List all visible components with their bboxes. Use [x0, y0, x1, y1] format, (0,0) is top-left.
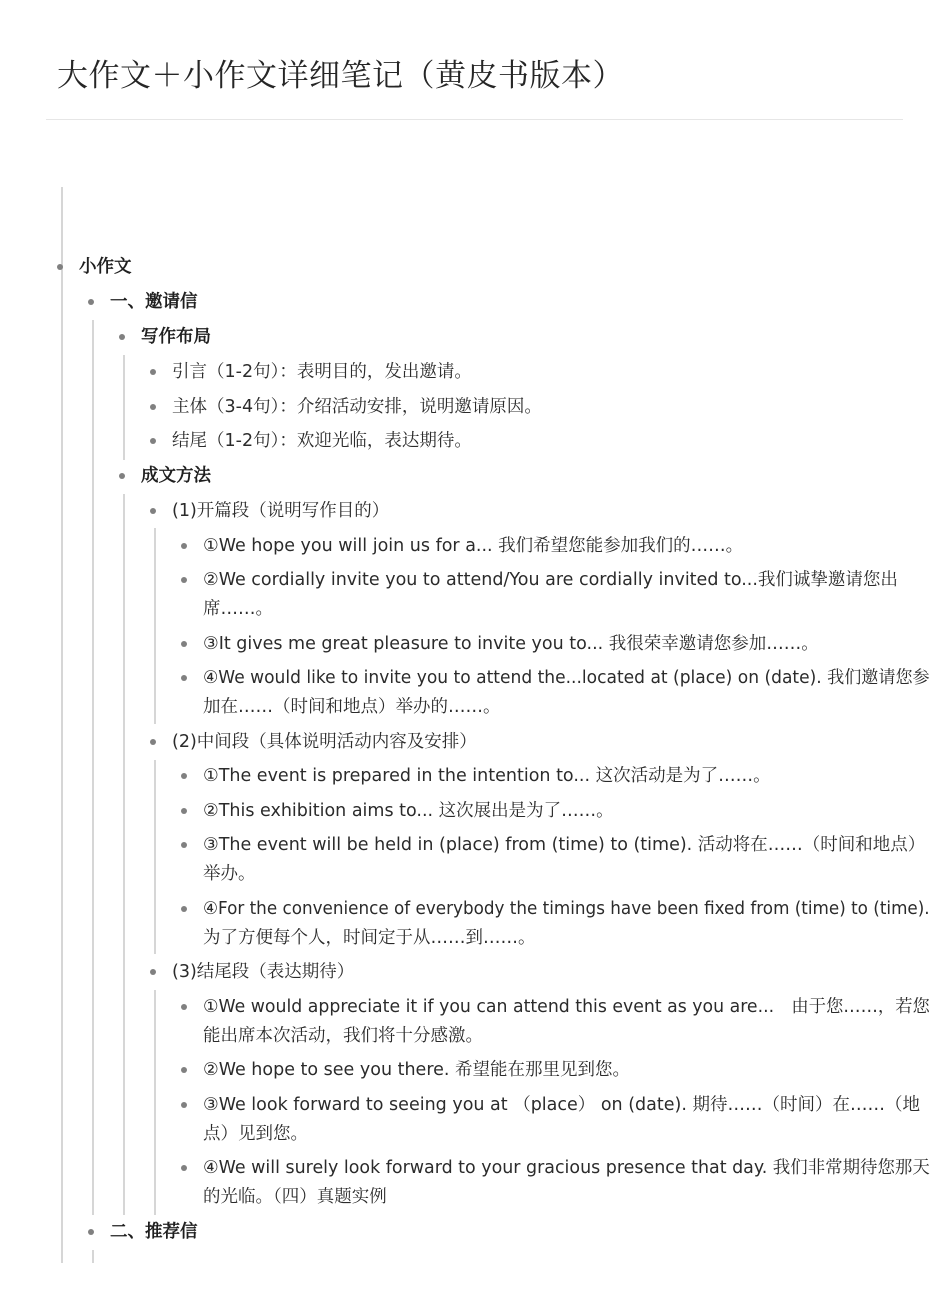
list-item: ③It gives me great pleasure to invite you to... 我很荣幸邀请您参加……。 — [203, 634, 819, 654]
outline-guide — [92, 1250, 94, 1263]
list-item: ①We hope you will join us for a... 我们希望您能参加我们的……。 — [203, 536, 744, 556]
bullet-icon — [150, 369, 156, 375]
bullet-icon — [88, 1229, 94, 1235]
list-item-continuation: 点）见到您。 — [203, 1124, 308, 1144]
outline-guide — [61, 187, 63, 1263]
bullet-icon — [181, 906, 187, 912]
layout-heading: 写作布局 — [141, 327, 211, 347]
bullet-icon — [181, 1067, 187, 1073]
outline-guide — [123, 494, 125, 1215]
list-item: 主体（3-4句）：介绍活动安排，说明邀请原因。 — [172, 397, 542, 417]
list-item-continuation: 加在……（时间和地点）举办的……。 — [203, 697, 501, 717]
list-item: ④We would like to invite you to attend the...located at (place) on (date). 我们邀请您参 — [203, 668, 930, 688]
list-item-continuation: 举办。 — [203, 864, 256, 884]
outline-guide — [154, 990, 156, 1215]
bullet-icon — [181, 543, 187, 549]
bullet-icon — [150, 969, 156, 975]
list-item: ④We will surely look forward to your gracious presence that day. 我们非常期待您那天 — [203, 1158, 930, 1178]
page-title: 大作文＋小作文详细笔记（黄皮书版本） — [57, 58, 624, 94]
bullet-icon — [181, 641, 187, 647]
list-item: ④For the convenience of everybody the timings have been fixed from (time) to (time). — [203, 899, 930, 919]
list-item-continuation: 为了方便每个人，时间定于从……到……。 — [203, 928, 536, 948]
list-item: ②This exhibition aims to... 这次展出是为了……。 — [203, 801, 614, 821]
section-heading: 小作文 — [79, 257, 132, 277]
bullet-icon — [181, 1102, 187, 1108]
subsection-label: (1)开篇段（说明写作目的） — [172, 501, 390, 521]
list-item-continuation: 的光临。（四）真题实例 — [203, 1187, 387, 1207]
subsection-label: (2)中间段（具体说明活动内容及安排） — [172, 732, 477, 752]
outline-guide — [123, 355, 125, 460]
bullet-icon — [181, 808, 187, 814]
list-item: ③We look forward to seeing you at （place） on (date). 期待……（时间）在……（地 — [203, 1095, 920, 1115]
list-item: ③The event will be held in (place) from (time) to (time). 活动将在……（时间和地点） — [203, 835, 926, 855]
list-item: ②We cordially invite you to attend/You are cordially invited to...我们诚挚邀请您出 — [203, 570, 898, 590]
list-item: ②We hope to see you there. 希望能在那里见到您。 — [203, 1060, 631, 1080]
bullet-icon — [181, 577, 187, 583]
outline-guide — [92, 320, 94, 1215]
outline-guide — [154, 760, 156, 954]
bullet-icon — [181, 675, 187, 681]
bullet-icon — [119, 473, 125, 479]
list-item: 结尾（1-2句）：欢迎光临，表达期待。 — [172, 431, 472, 451]
invitation-heading: 一、邀请信 — [110, 292, 198, 312]
recommendation-heading: 二、推荐信 — [110, 1222, 198, 1242]
bullet-icon — [181, 842, 187, 848]
bullet-icon — [150, 438, 156, 444]
bullet-icon — [88, 299, 94, 305]
list-item-continuation: 能出席本次活动，我们将十分感激。 — [203, 1026, 483, 1046]
list-item-continuation: 席……。 — [203, 599, 273, 619]
bullet-icon — [150, 404, 156, 410]
bullet-icon — [150, 508, 156, 514]
bullet-icon — [57, 264, 63, 270]
bullet-icon — [181, 1004, 187, 1010]
subsection-label: (3)结尾段（表达期待） — [172, 962, 355, 982]
title-divider — [46, 119, 903, 120]
bullet-icon — [181, 1165, 187, 1171]
bullet-icon — [150, 739, 156, 745]
list-item: ①We would appreciate it if you can attend this event as you are... 由于您……，若您 — [203, 997, 930, 1017]
bullet-icon — [181, 773, 187, 779]
bullet-icon — [119, 334, 125, 340]
list-item: 引言（1-2句）：表明目的，发出邀请。 — [172, 362, 472, 382]
methods-heading: 成文方法 — [141, 466, 211, 486]
outline-guide — [154, 528, 156, 724]
list-item: ①The event is prepared in the intention to... 这次活动是为了……。 — [203, 766, 771, 786]
